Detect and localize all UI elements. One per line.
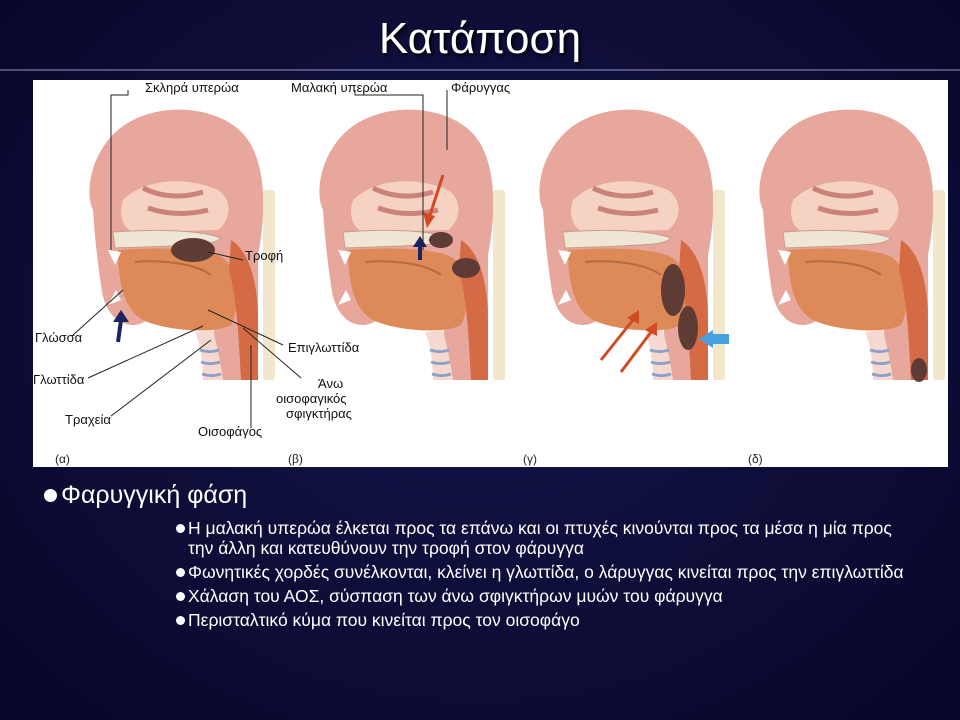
label-food: Τροφή bbox=[245, 248, 284, 263]
sub-bullet-list bbox=[188, 518, 908, 634]
bullet-dot-icon bbox=[176, 524, 185, 533]
bullet-dot-icon bbox=[44, 489, 57, 502]
slide-title: Κατάποση bbox=[378, 14, 582, 63]
list-item: Χάλαση του ΑΟΣ, σύσπαση των άνω σφιγκτήρων μυών του φάρυγγα bbox=[188, 586, 908, 606]
bullet-dot-icon bbox=[176, 568, 185, 577]
panel-label-a: (α) bbox=[55, 452, 70, 466]
label-hard-palate: Σκληρά υπερώα bbox=[145, 80, 239, 95]
title-divider bbox=[0, 69, 960, 71]
label-trachea: Τραχεία bbox=[65, 412, 111, 427]
panel-label-d: (δ) bbox=[748, 452, 763, 466]
label-tongue: Γλώσσα bbox=[35, 330, 83, 345]
label-esophagus: Οισοφάγος bbox=[198, 424, 263, 439]
bullet-section bbox=[44, 480, 944, 510]
section-heading: Φαρυγγική φάση bbox=[61, 481, 248, 509]
list-item: Φωνητικές χορδές συνέλκονται, κλείνει η γλωττίδα, ο λάρυγγας κινείται προς την επιγλωττίδα bbox=[188, 562, 908, 582]
swallowing-diagram bbox=[33, 80, 948, 467]
panel-c-illustration bbox=[539, 110, 725, 380]
list-item: Περισταλτικό κύμα που κινείται προς τον οισοφάγο bbox=[188, 610, 908, 630]
label-soft-palate: Μαλακή υπερώα bbox=[291, 80, 388, 95]
list-item: Η μαλακή υπερώα έλκεται προς τα επάνω και οι πτυχές κινούνται προς τα μέσα η μία προς την άλλη και κατευθύνουν την τροφή στον φάρυγγα bbox=[188, 518, 908, 558]
heading-bullet bbox=[44, 480, 944, 510]
label-pharynx: Φάρυγγας bbox=[451, 80, 511, 95]
panel-d-illustration bbox=[759, 110, 945, 382]
panel-label-b: (β) bbox=[288, 452, 303, 466]
label-epiglottis: Επιγλωττίδα bbox=[288, 340, 360, 355]
panel-label-c: (γ) bbox=[523, 452, 537, 466]
label-glottis: Γλωττίδα bbox=[33, 372, 85, 387]
label-upper-sphincter: Άνω οισοφαγικός σφιγκτήρας bbox=[276, 376, 352, 421]
bullet-dot-icon bbox=[176, 592, 185, 601]
bullet-dot-icon bbox=[176, 616, 185, 625]
